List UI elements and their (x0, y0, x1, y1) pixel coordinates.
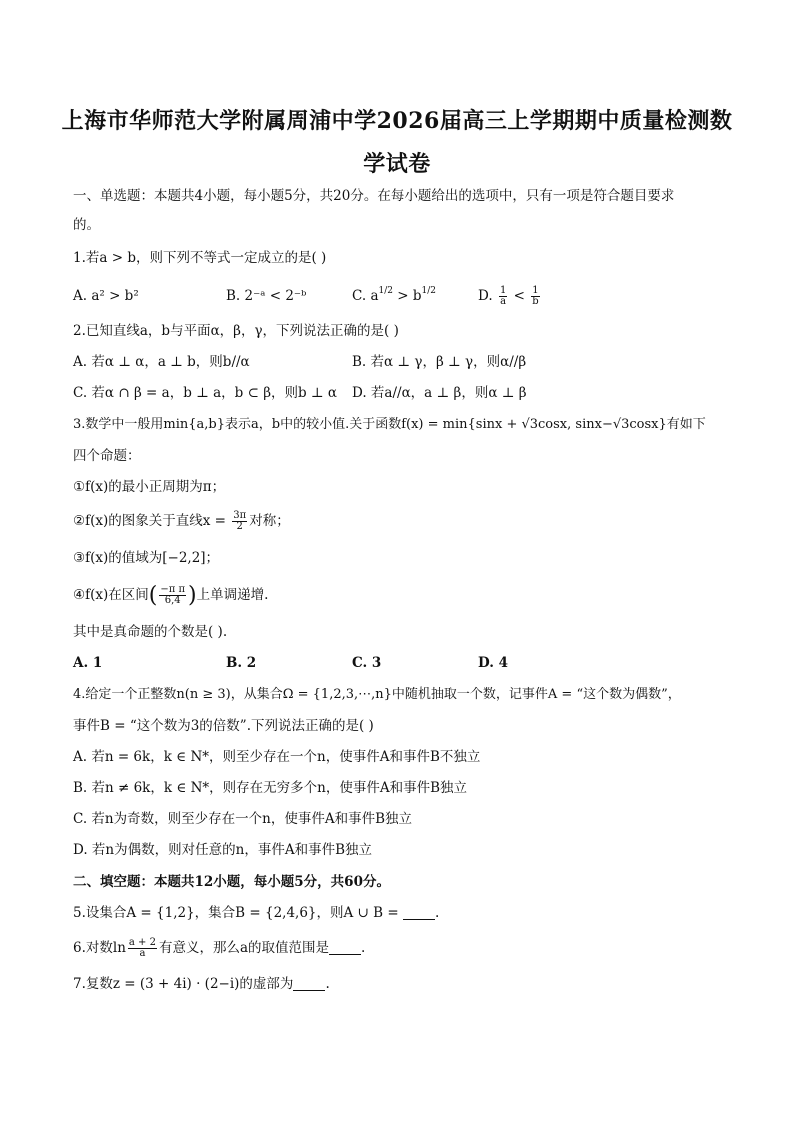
option-d-frac-1 (499, 286, 507, 307)
option-c-gt: > (392, 288, 413, 304)
option-c-exp-a: 1/2 (378, 286, 393, 296)
section1-heading: 一、单选题：本题共4小题，每小题5分，共20分。在每小题给出的选项中，只有一项是符合题目要求 (73, 188, 675, 204)
answer-blank[interactable] (329, 940, 361, 955)
q5-post: . (434, 905, 440, 921)
question-2-option-d: D. 若a//α，a ⊥ β，则α ⊥ β (352, 385, 527, 401)
prop4-pre: ④f(x)在区间 (73, 587, 149, 603)
q5-pre: 5.设集合A = {1,2}，集合B = {2,4,6}，则A ∪ B = (73, 905, 403, 921)
frac-den: a (500, 296, 507, 307)
prop2-post: 对称； (249, 513, 290, 529)
question-4-option-c: C. 若n为奇数，则至少存在一个n，使事件A和事件B独立 (73, 811, 412, 827)
question-7-stem (73, 974, 330, 994)
prop2-pre: ②f(x)的图象关于直线x = (73, 513, 231, 529)
frac-den: 6,4 (164, 595, 181, 606)
question-4-stem: 4.给定一个正整数n(n ≥ 3)，从集合Ω = {1,2,3,⋯,n}中随机抽取一个数，记事件A = “这个数为偶数”， (73, 687, 681, 702)
close-paren: ) (188, 583, 197, 608)
option-d-frac-2 (531, 286, 539, 307)
question-3-option-b: B. 2 (226, 655, 257, 671)
question-3-proposition-4 (73, 585, 268, 606)
question-3-option-d: D. 4 (478, 655, 509, 671)
question-2-stem: 2.已知直线a，b与平面α，β，γ，下列说法正确的是( ) (73, 323, 399, 339)
frac-den: b (532, 296, 539, 307)
frac-num: 3π (233, 510, 247, 521)
question-1-option-d (478, 286, 542, 307)
question-3-stem-cont: 四个命题： (73, 448, 141, 464)
question-4-option-b: B. 若n ≠ 6k，k ∈ N*，则存在无穷多个n，使事件A和事件B独立 (73, 780, 468, 796)
question-3-proposition-1: ①f(x)的最小正周期为π； (73, 479, 226, 495)
section1-heading-cont: 的。 (73, 217, 100, 233)
question-1-option-a: A. a² > b² (73, 288, 139, 304)
question-2-option-b: B. 若α ⊥ γ，β ⊥ γ，则α//β (352, 354, 527, 370)
question-3-stem: 3.数学中一般用min{a,b}表示a，b中的较小值.关于函数f(x) = min{sinx + √3cosx, sinx−√3cosx}有如下 (73, 417, 706, 432)
question-1-option-b: B. 2⁻ᵃ < 2⁻ᵇ (226, 288, 307, 304)
question-1-stem: 1.若a > b，则下列不等式一定成立的是( ) (73, 250, 327, 266)
prop2-frac (232, 511, 247, 532)
question-3-proposition-3: ③f(x)的值域为[−2,2]； (73, 550, 220, 566)
frac-num: 1 (532, 285, 539, 296)
section2-heading: 二、填空题：本题共12小题，每小题5分，共60分。 (73, 874, 390, 890)
q6-pre: 6.对数ln (73, 940, 126, 956)
answer-blank[interactable] (293, 976, 325, 991)
page-title-continued: 学试卷 (363, 151, 431, 177)
frac-den: a (139, 948, 146, 959)
question-5-stem (73, 903, 439, 923)
question-4-stem-cont: 事件B = “这个数为3的倍数”.下列说法正确的是( ) (73, 718, 374, 734)
frac-den: 2 (236, 521, 243, 532)
answer-blank[interactable] (403, 905, 435, 920)
q6-frac (128, 938, 157, 959)
frac-num: 1 (499, 285, 507, 296)
question-3-question: 其中是真命题的个数是( ). (73, 624, 228, 640)
question-4-option-d: D. 若n为偶数，则对任意的n，事件A和事件B独立 (73, 842, 372, 858)
question-2-option-c: C. 若α ∩ β = a，b ⊥ a，b ⊂ β，则b ⊥ α (73, 385, 338, 401)
question-4-option-a: A. 若n = 6k，k ∈ N*，则至少存在一个n，使事件A和事件B不独立 (73, 749, 481, 765)
question-1-option-c (352, 286, 436, 306)
q7-pre: 7.复数z = (3 + 4i) · (2−i)的虚部为 (73, 976, 294, 992)
option-c-base-a: a (370, 288, 379, 304)
option-c-label: C. (352, 288, 371, 304)
prop4-post: 上单调递增. (196, 587, 269, 603)
prop4-interval (159, 585, 186, 606)
q6-mid: 有意义，那么a的取值范围是 (158, 940, 330, 956)
open-paren: ( (148, 583, 158, 608)
q6-post: . (361, 940, 366, 956)
option-d-label: D. (478, 288, 497, 304)
frac-num: a + 2 (128, 937, 156, 948)
question-3-proposition-2 (73, 511, 290, 532)
option-d-lt: < (509, 288, 530, 304)
question-3-option-a: A. 1 (73, 655, 103, 671)
option-c-base-b: b (412, 288, 422, 304)
question-3-option-c: C. 3 (352, 655, 382, 671)
question-2-option-a: A. 若α ⊥ α，a ⊥ b，则b//α (73, 354, 250, 370)
frac-num: −π π (160, 584, 186, 595)
q7-post: . (325, 976, 330, 992)
option-c-exp-b: 1/2 (421, 286, 437, 296)
question-6-stem (73, 938, 365, 959)
page-title: 上海市华师范大学附属周浦中学2026届高三上学期期中质量检测数 (61, 108, 733, 134)
